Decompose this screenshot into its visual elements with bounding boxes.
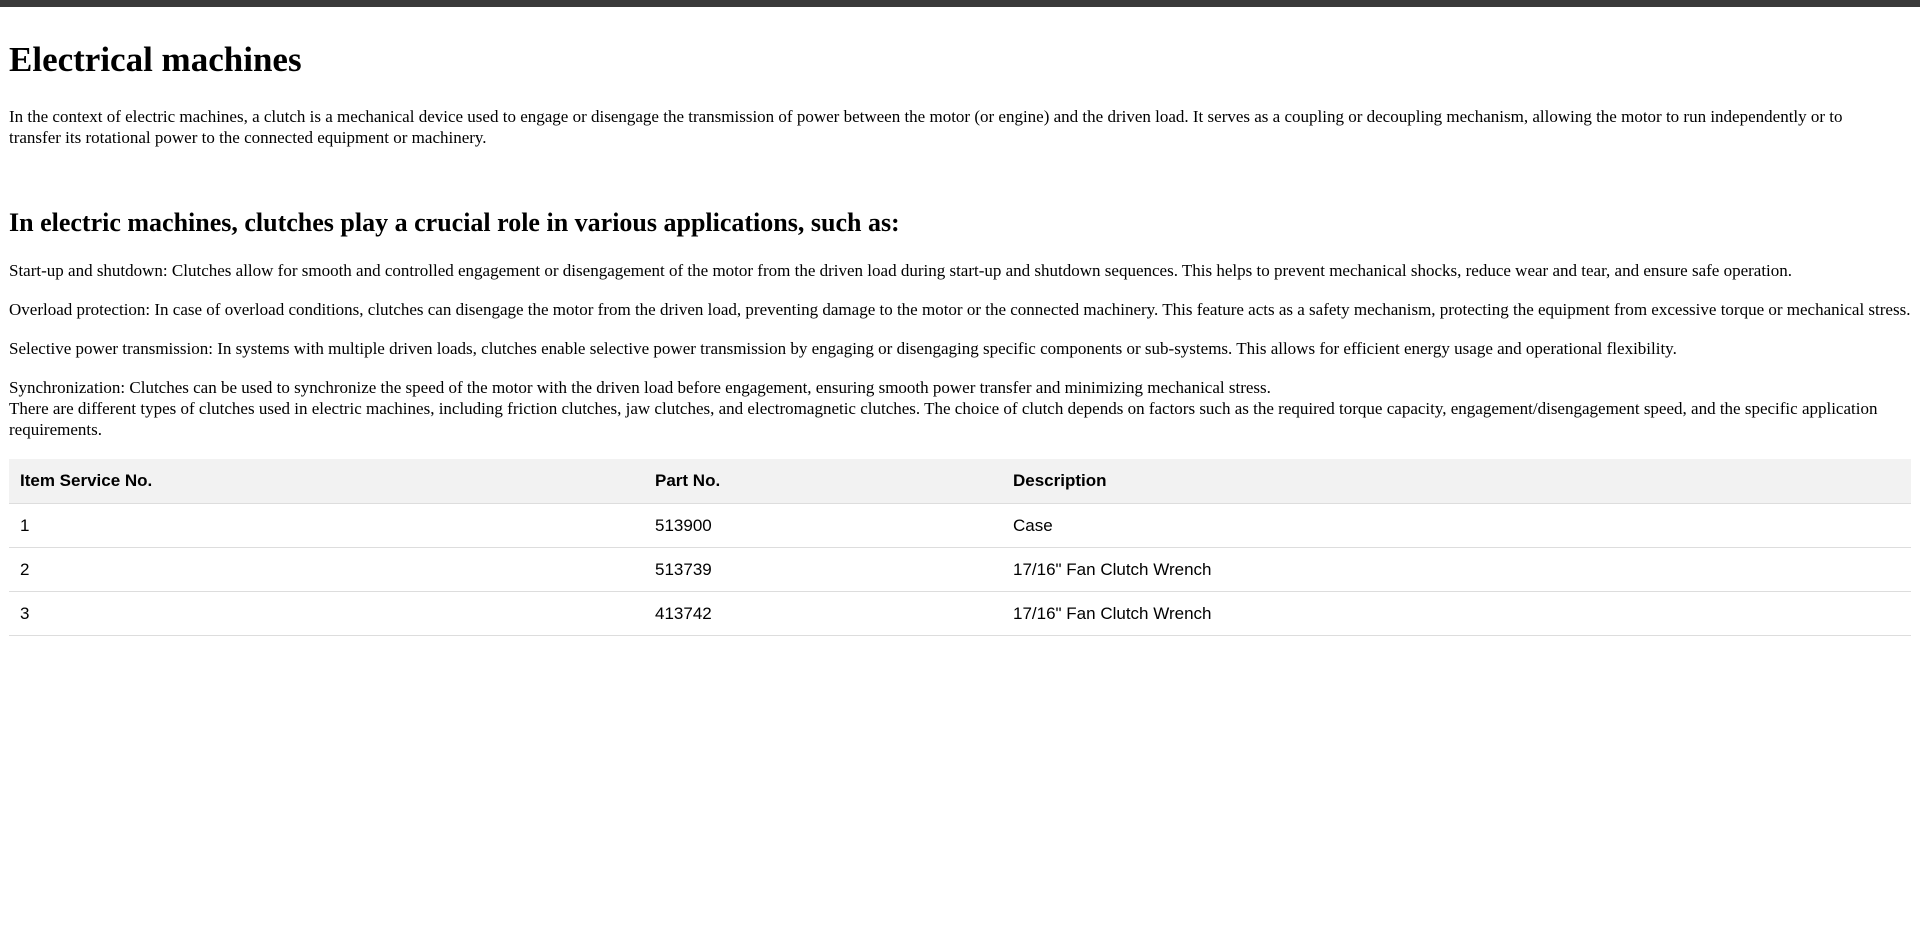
cell-description: 17/16" Fan Clutch Wrench <box>1002 592 1911 636</box>
cell-item-service-no: 2 <box>9 548 644 592</box>
section-heading: In electric machines, clutches play a crucial role in various applications, such as: <box>9 208 900 237</box>
cell-item-service-no: 1 <box>9 504 644 548</box>
table-row <box>9 592 1911 636</box>
page-content <box>0 40 1920 636</box>
cell-item-service-no: 3 <box>9 592 644 636</box>
parts-table <box>9 459 1911 636</box>
header-part-no: Part No. <box>644 459 1002 504</box>
header-item-service-no: Item Service No. <box>9 459 644 504</box>
page-title: Electrical machines <box>9 40 302 79</box>
table-row <box>9 504 1911 548</box>
table-header <box>9 459 1911 504</box>
paragraph-overload: Overload protection: In case of overload conditions, clutches can disengage the motor from the driven load, preventing damage to the motor or the connected machinery. This feature acts as a safety mechanism, protecting the equipment from excessive torque or mechanical stress. <box>9 300 1911 319</box>
intro-paragraph: In the context of electric machines, a clutch is a mechanical device used to engage or disengage the transmission of power between the motor (or engine) and the driven load. It serves as a coupling or decoupling mechanism, allowing the motor to run independently or to transfer its rotational power to the connected equipment or machinery. <box>9 107 1843 147</box>
cell-description: 17/16" Fan Clutch Wrench <box>1002 548 1911 592</box>
cell-part-no: 413742 <box>644 592 1002 636</box>
cell-part-no: 513900 <box>644 504 1002 548</box>
paragraph-synchronization: Synchronization: Clutches can be used to synchronize the speed of the motor with the driven load before engagement, ensuring smooth power transfer and minimizing mechanical stress. <box>9 378 1271 397</box>
header-description: Description <box>1002 459 1911 504</box>
table-row <box>9 548 1911 592</box>
table-header-row <box>9 459 1911 504</box>
table-body <box>9 504 1911 636</box>
cell-part-no: 513739 <box>644 548 1002 592</box>
cell-description: Case <box>1002 504 1911 548</box>
paragraph-startup: Start-up and shutdown: Clutches allow for smooth and controlled engagement or disengagement of the motor from the driven load during start-up and shutdown sequences. This helps to prevent mechanical shocks, reduce wear and tear, and ensure safe operation. <box>9 261 1793 280</box>
top-bar <box>0 0 1920 7</box>
paragraph-selective: Selective power transmission: In systems with multiple driven loads, clutches enable selective power transmission by engaging or disengaging specific components or sub-systems. This allows for efficient energy usage and operational flexibility. <box>9 339 1677 358</box>
paragraph-clutch-types: There are different types of clutches used in electric machines, including friction clutches, jaw clutches, and electromagnetic clutches. The choice of clutch depends on factors such as the required torque capacity, engagement/disengagement speed, and the specific application requirements. <box>9 399 1878 439</box>
